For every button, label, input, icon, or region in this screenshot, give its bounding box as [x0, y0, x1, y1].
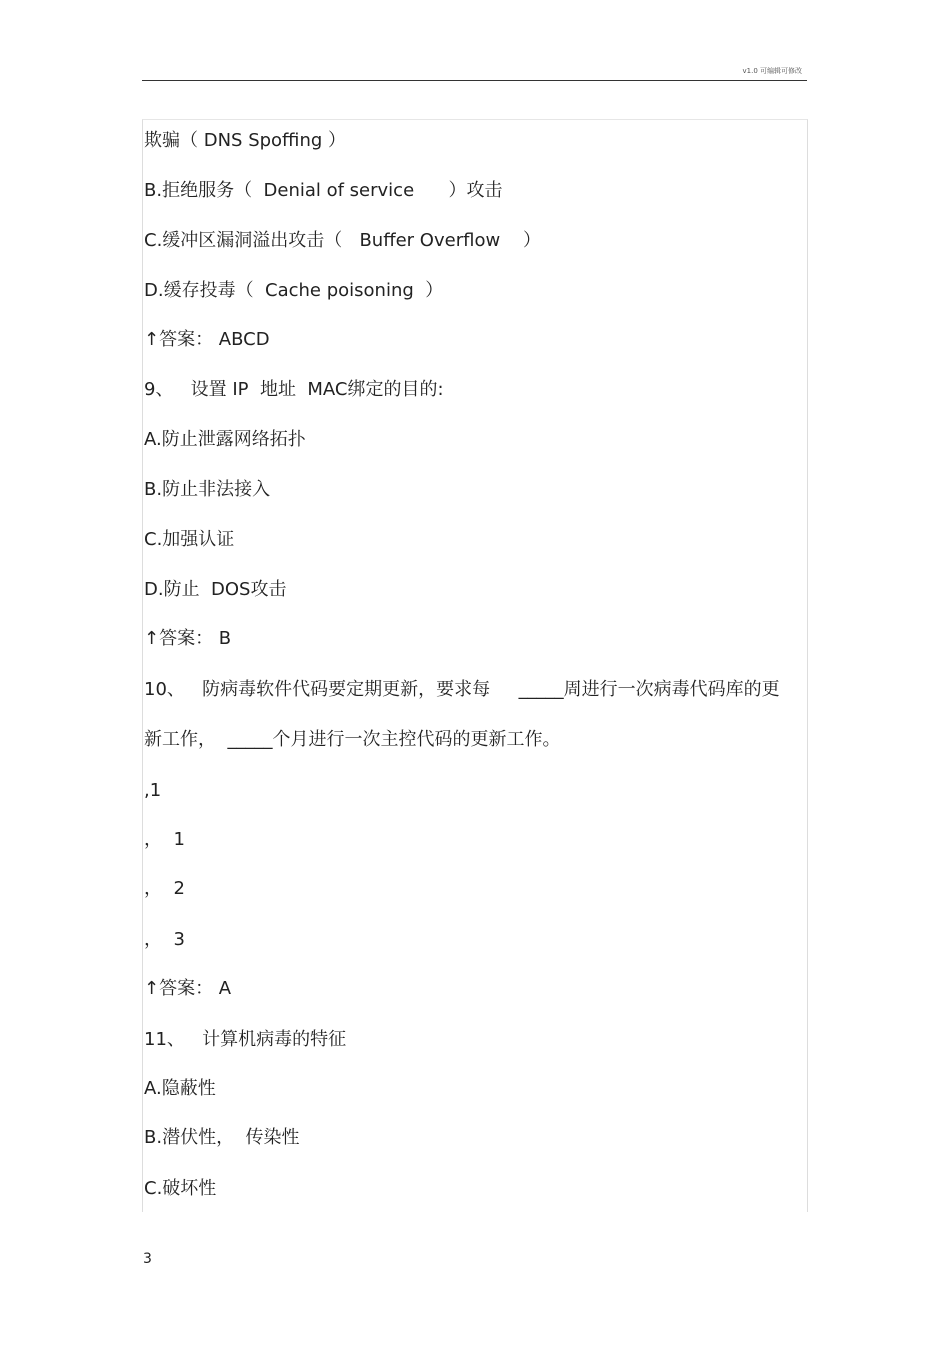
- question-10-option-d: ， 3: [144, 929, 185, 950]
- question-10-answer: ↑答案： A: [144, 978, 232, 999]
- question-11-option-a: A.隐蔽性: [144, 1078, 216, 1099]
- header-divider: [142, 80, 807, 81]
- question-11: 11、 计算机病毒的特征: [144, 1029, 347, 1050]
- question-9-option-d: D.防止 DOS攻击: [144, 579, 287, 600]
- question-9-option-a: A.防止泄露网络拓扑: [144, 429, 306, 450]
- option-line-b: B.拒绝服务（ Denial of service ）攻击: [144, 180, 503, 201]
- page-number: 3: [143, 1251, 152, 1267]
- question-10: 10、 防病毒软件代码要定期更新，要求每 _____周进行一次病毒代码库的更: [144, 679, 780, 700]
- question-9-answer: ↑答案： B: [144, 628, 232, 649]
- question-9: 9、 设置 IP 地址 MAC绑定的目的:: [144, 379, 444, 400]
- option-line-c: C.缓冲区漏洞溢出攻击（ Buffer Overflow ）: [144, 230, 542, 251]
- question-10-option-c: ， 2: [144, 878, 185, 899]
- question-10-option-a: ,1: [144, 780, 162, 801]
- question-10-option-b: ， 1: [144, 829, 185, 850]
- version-label: v1.0 可编辑可修改: [742, 67, 802, 75]
- option-line-dns-spoofing: 欺骗（ DNS Spoffing ）: [144, 130, 347, 151]
- question-11-option-b: B.潜伏性， 传染性: [144, 1127, 300, 1148]
- option-line-d: D.缓存投毒（ Cache poisoning ）: [144, 280, 444, 301]
- answer-line: ↑答案： ABCD: [144, 329, 270, 350]
- question-11-option-c: C.破坏性: [144, 1178, 217, 1199]
- question-9-option-b: B.防止非法接入: [144, 479, 271, 500]
- question-9-option-c: C.加强认证: [144, 529, 235, 550]
- question-10-continued: 新工作， _____个月进行一次主控代码的更新工作。: [144, 729, 561, 750]
